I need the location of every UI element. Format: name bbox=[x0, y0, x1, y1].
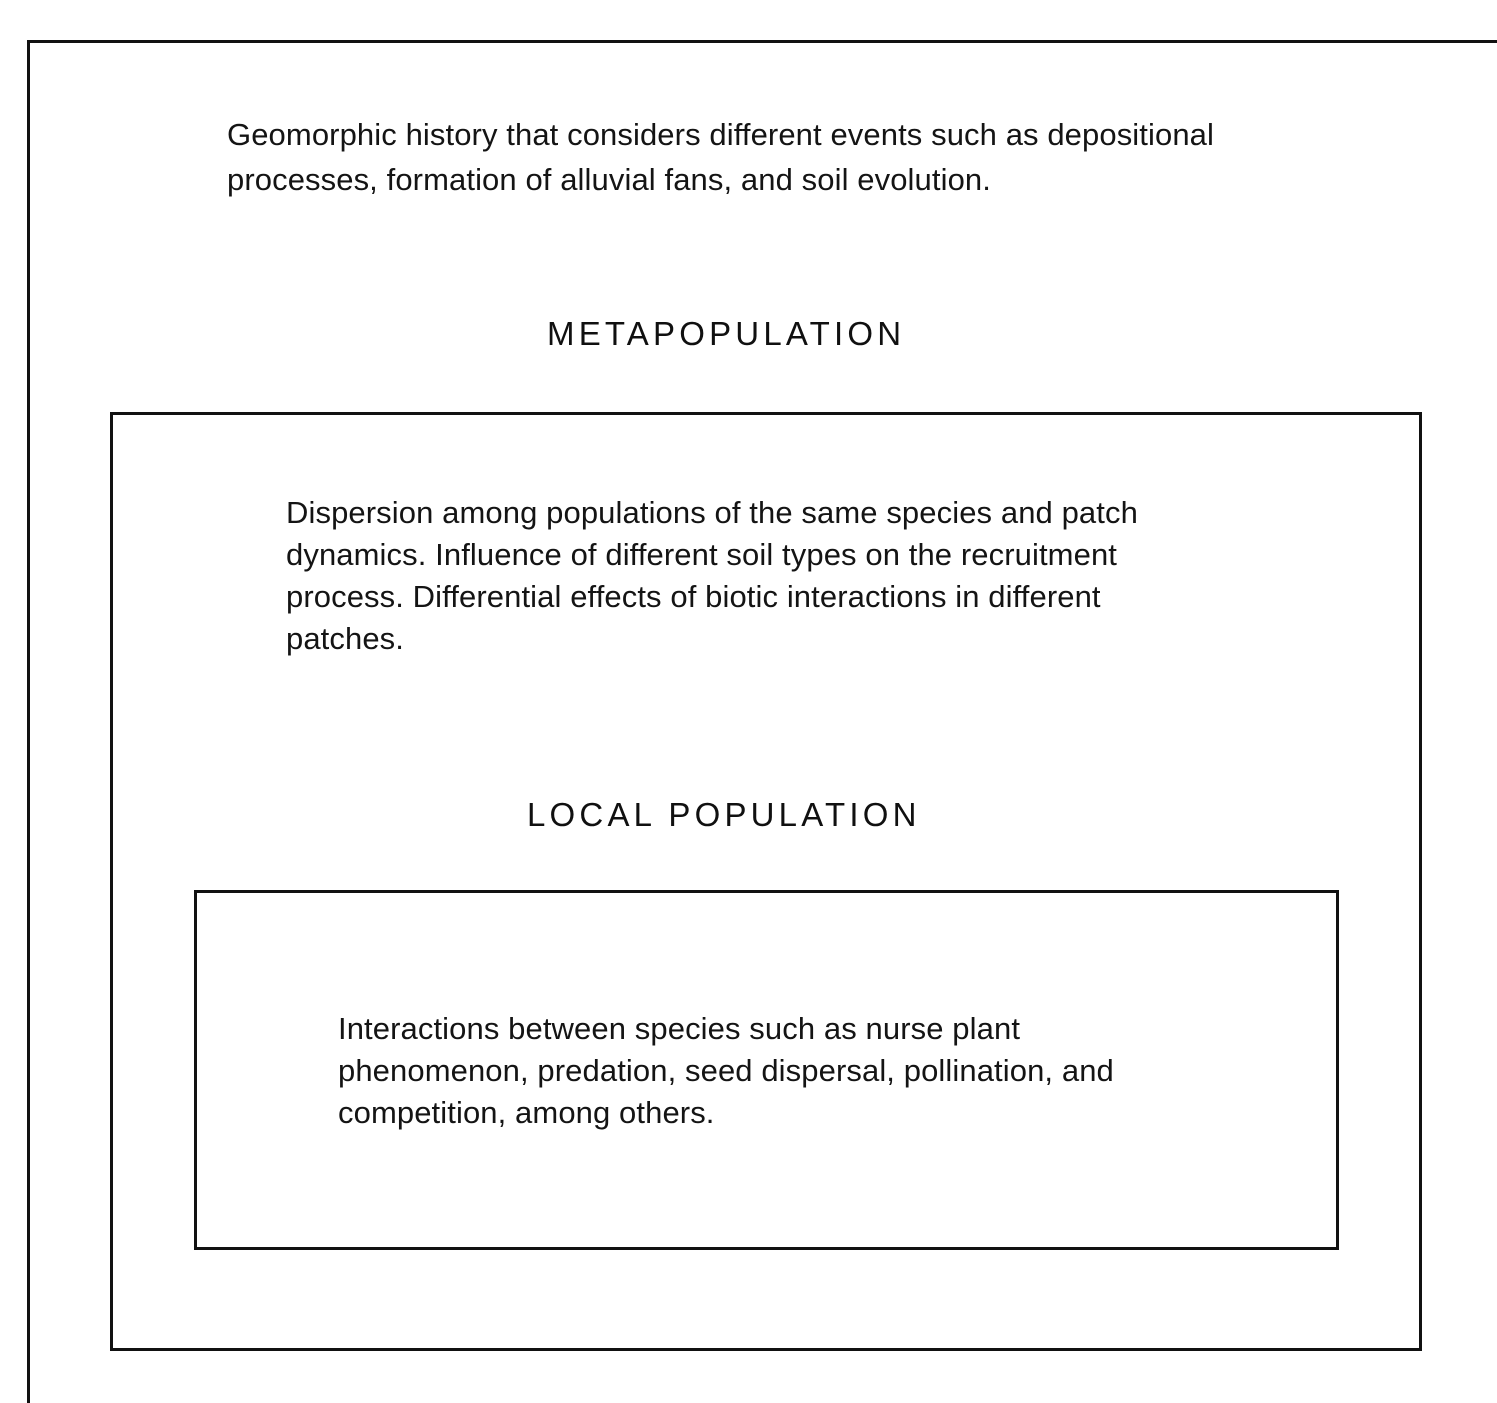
local-population-description: Interactions between species such as nurse plant phenomenon, predation, seed dispersal, pollination, and competition, among others. bbox=[338, 1011, 1114, 1130]
metapopulation-description: Dispersion among populations of the same species and patch dynamics. Influence of different soil types on the recruitment process. Differential effects of biotic interactions in different patches. bbox=[286, 495, 1138, 656]
metapopulation-heading: METAPOPULATION bbox=[547, 315, 906, 352]
local-population-heading: LOCAL POPULATION bbox=[527, 796, 921, 833]
outer-level-description: Geomorphic history that considers different events such as depositional processes, formation of alluvial fans, and soil evolution. bbox=[227, 117, 1215, 197]
